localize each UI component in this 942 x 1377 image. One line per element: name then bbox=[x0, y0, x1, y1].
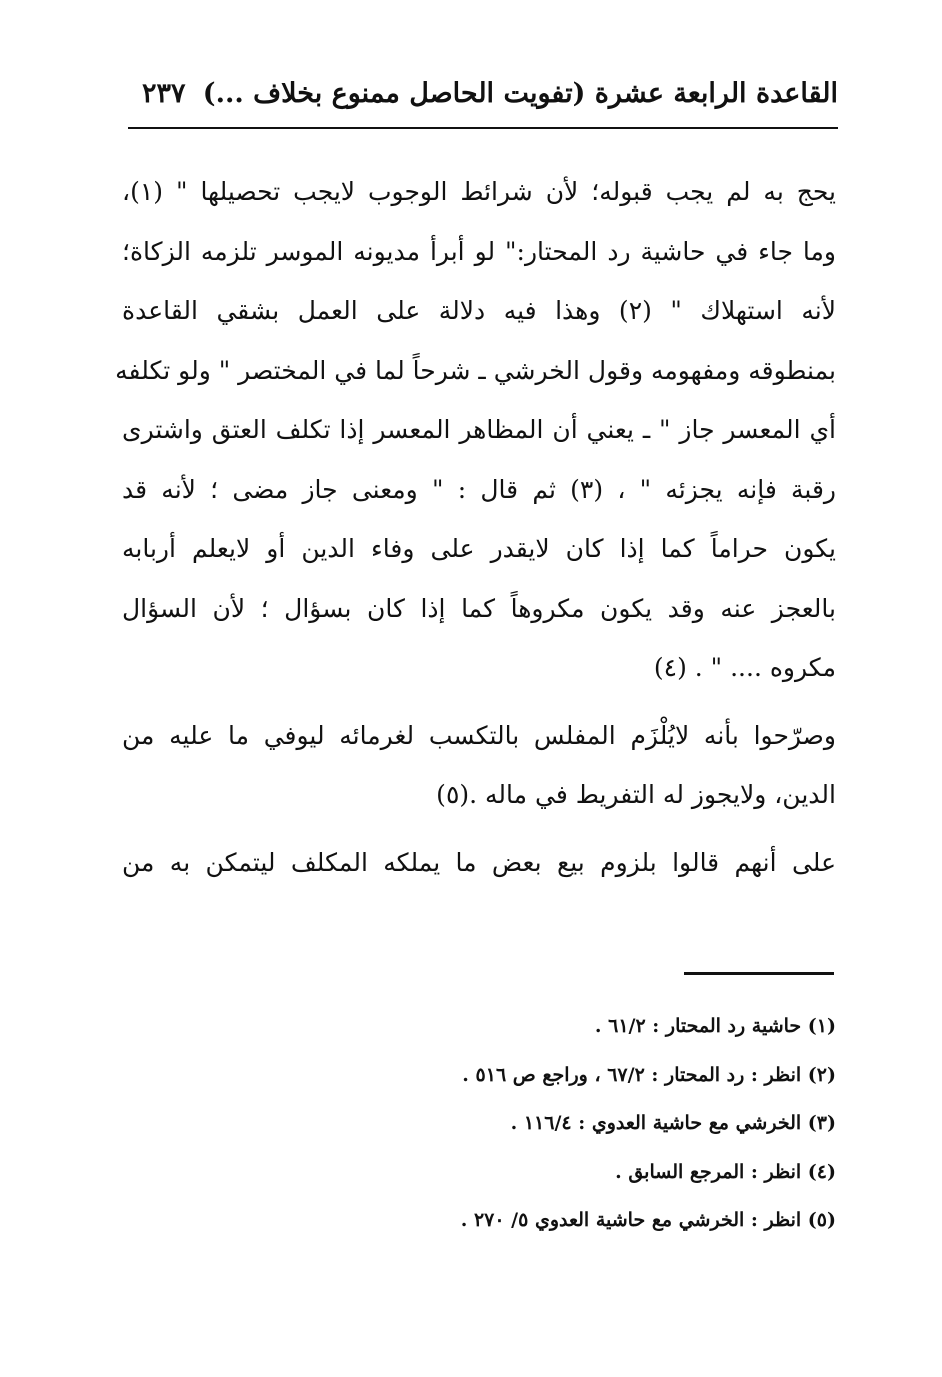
text-line: وما جاء في حاشية رد المحتار:" لو أبرأ مديونه الموسر تلزمه الزكاة؛ bbox=[122, 236, 836, 266]
paragraph-3 bbox=[122, 833, 836, 893]
text-line: أي المعسر جاز " ـ يعني أن المظاهر المعسر إذا تكلف العتق واشترى bbox=[122, 415, 836, 444]
text-line: لأنه استهلاك " (٢) وهذا فيه دلالة على العمل بشقي القاعدة bbox=[122, 296, 836, 325]
running-title: القاعدة الرابعة عشرة (تفويت الحاصل ممنوع بخلاف ...) bbox=[202, 78, 838, 109]
paragraph-2 bbox=[122, 706, 836, 825]
footnote-3: (٣) الخرشي مع حاشية العدوي : ١١٦/٤ . bbox=[510, 1112, 836, 1134]
text-line: مكروه .... " . (٤) bbox=[653, 653, 836, 682]
text-line: وصرّحوا بأنه لايُلْزَم المفلس بالتكسب لغرمائه ليوفي ما عليه من bbox=[122, 720, 836, 750]
footnotes-list bbox=[200, 1002, 836, 1245]
page-header bbox=[128, 78, 838, 122]
text-line: الدين، ولايجوز له التفريط في ماله .(٥) bbox=[436, 780, 836, 809]
footnote-4: (٤) انظر : المرجع السابق . bbox=[615, 1160, 836, 1183]
text-line: رقبة فإنه يجزئه " ، (٣) ثم قال : " ومعنى جاز مضى ؛ لأنه قد bbox=[122, 474, 836, 504]
text-line: يحج به لم يجب قبوله؛ لأن شرائط الوجوب لايجب تحصيلها " (١)، bbox=[122, 177, 836, 206]
body-text bbox=[115, 162, 836, 900]
header-divider bbox=[128, 127, 838, 129]
footnote-divider bbox=[684, 972, 834, 975]
text-line: على أنهم قالوا بلزوم بيع بعض ما يملكه المكلف ليتمكن به من bbox=[122, 847, 836, 877]
page-number: ٢٣٧ bbox=[142, 78, 186, 109]
footnote-5: (٥) انظر : الخرشي مع حاشية العدوي ٥/ ٢٧٠ . bbox=[460, 1209, 836, 1231]
text-line: بالعجز عنه وقد يكون مكروهاً كما إذا كان بسؤال ؛ لأن السؤال bbox=[122, 593, 836, 623]
text-line: بمنطوقه ومفهومه وقول الخرشي ـ شرحاً لما في المختصر " ولو تكلفه bbox=[115, 355, 836, 385]
footnote-2: (٢) انظر : رد المحتار : ٦٧/٢ ، وراجع ص ٥١٦ . bbox=[462, 1063, 836, 1086]
paragraph-1 bbox=[115, 162, 836, 698]
text-line: يكون حراماً كما إذا كان لايقدر على وفاء الدين أو لايعلم أربابه bbox=[122, 534, 836, 563]
footnote-1: (١) حاشية رد المحتار : ٦١/٢ . bbox=[594, 1015, 836, 1037]
